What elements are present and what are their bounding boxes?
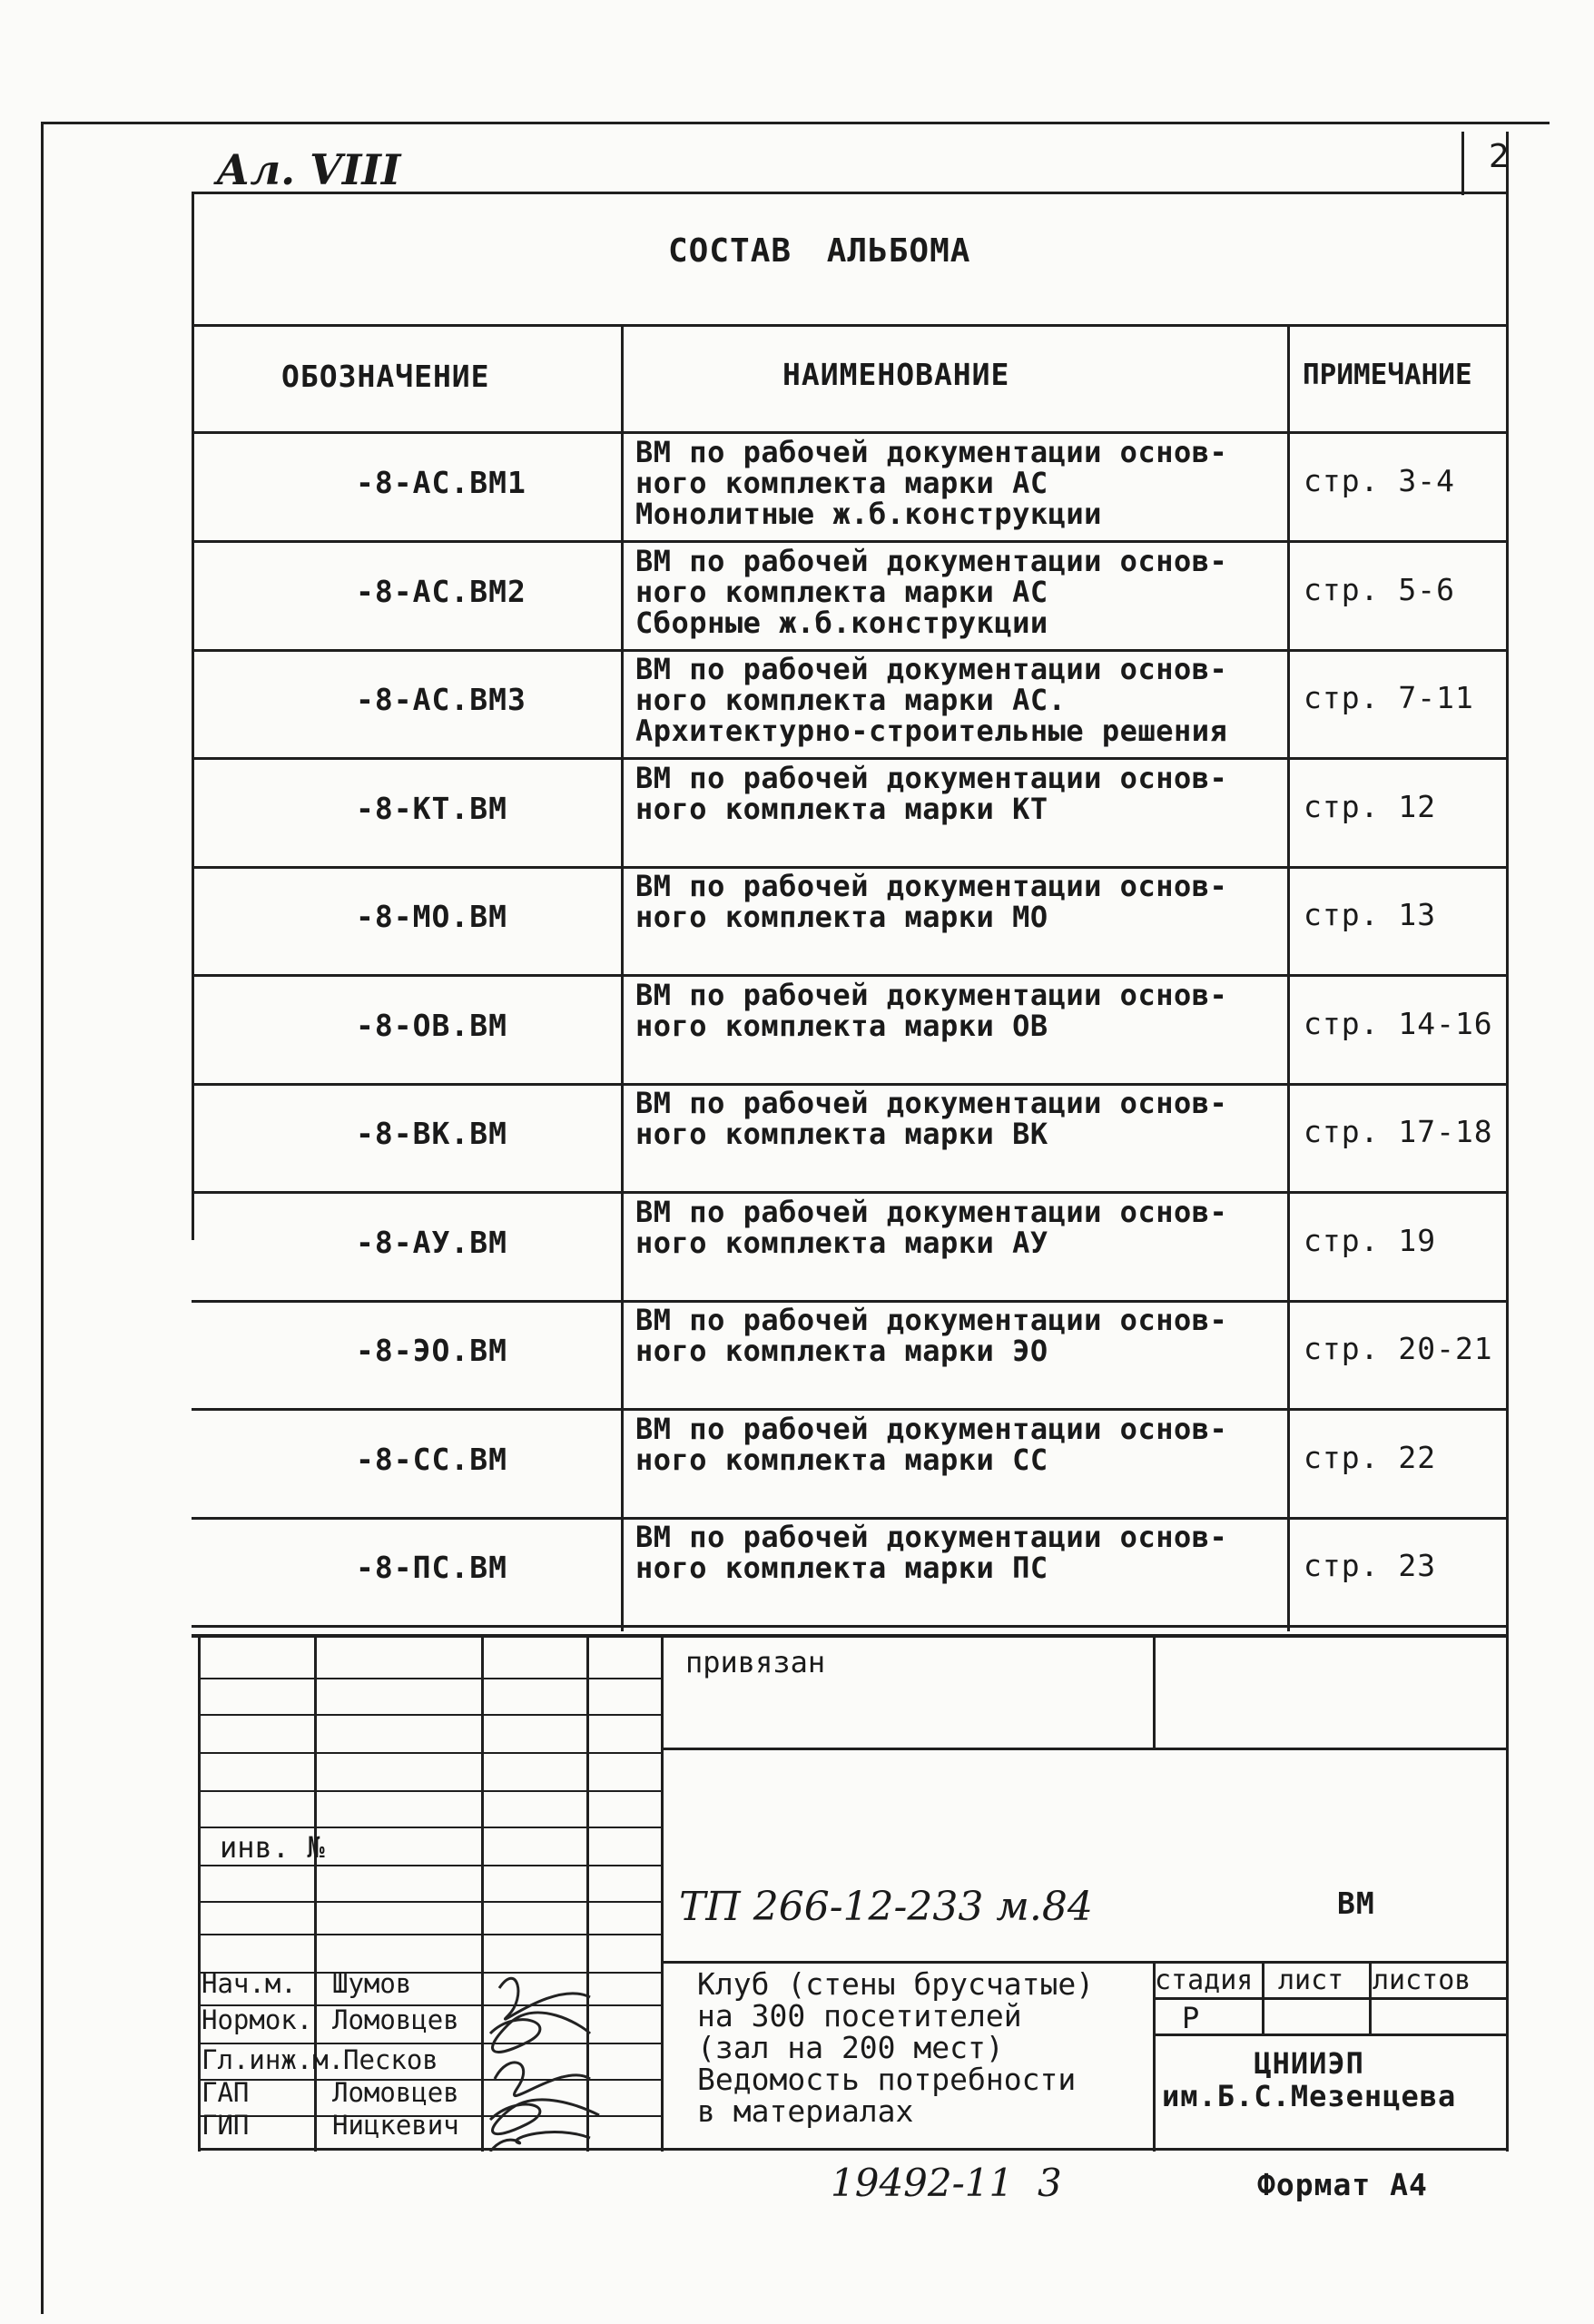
row-code: -8-ПС.ВМ [356,1550,507,1585]
row-note: стр. 3-4 [1304,463,1455,498]
row-note: стр. 7-11 [1304,680,1474,715]
table-row-separator [192,1625,1509,1628]
stamp-sheet-label: лист [1278,1965,1344,1996]
row-code: -8-АУ.ВМ [356,1225,507,1260]
stamp-left-border [198,1634,201,2152]
frame-top [41,122,1550,124]
stamp-grid-line [198,1678,663,1679]
stamp-title-bottom [661,1961,1509,1964]
row-name: ВМ по рабочей документации основ- ного комплекта марки АС Монолитные ж.б.конструкции [635,435,1228,531]
stamp-bottom [198,2148,1509,2151]
row-note: стр. 19 [1304,1223,1437,1258]
stamp-stage-div-2 [1369,1961,1372,2036]
footer-format: Формат А4 [1257,2167,1428,2202]
row-note: стр. 13 [1304,897,1437,932]
stamp-description: Клуб (стены брусчатые) на 300 посетителей (зал на 200 мест) Ведомость потребности в материалах [697,1966,1095,2129]
row-code: -8-АС.ВМ3 [356,682,526,717]
page-title: СОСТАВ АЛЬБОМА [668,232,971,270]
row-code: -8-АС.ВМ1 [356,465,526,500]
table-header-bottom [192,431,1509,434]
footer-inventory-number: 19492-11 3 [831,2161,1062,2205]
header-designation: ОБОЗНАЧЕНИЕ [281,359,490,394]
row-note: стр. 12 [1304,789,1437,824]
page-number: 2 [1489,138,1510,175]
table-col-divider-2 [1287,324,1290,1631]
row-code: -8-СС.ВМ [356,1442,507,1477]
stamp-privyazan-bottom [661,1748,1509,1750]
row-code: -8-ВК.ВМ [356,1116,507,1151]
stamp-privyazan-right [1153,1638,1156,1750]
row-name: ВМ по рабочей документации основ- ного комплекта марки ОВ [635,978,1228,1043]
header-name: НАИМЕНОВАНИЕ [782,357,1010,392]
table-row-separator [192,1191,1509,1194]
table-row-separator [192,1408,1509,1411]
stamp-stage-div-1 [1262,1961,1264,2036]
row-code: -8-КТ.ВМ [356,791,507,826]
row-note: стр. 5-6 [1304,572,1455,607]
stamp-grid-line [198,1901,663,1903]
row-note: стр. 23 [1304,1548,1437,1583]
signer-role: ГИП [202,2110,250,2141]
signer-role: ГАП [202,2077,250,2108]
stamp-grid-line [198,1827,663,1828]
signer-name: Ломовцев [332,2077,459,2108]
stamp-doc-code: ТП 266-12-233 м.84 [679,1884,1093,1930]
frame-left [41,122,44,2314]
stamp-stage-bottom [1153,1997,1509,2000]
row-name: ВМ по рабочей документации основ- ного комплекта марки АС Сборные ж.б.конструкции [635,544,1228,640]
stamp-stage-row-bottom [1153,2034,1509,2036]
stamp-top [192,1634,1509,1638]
stamp-grid-line [198,1934,663,1935]
stamp-grid-line [198,1790,663,1792]
table-col-divider-1 [621,324,624,1631]
signer-name: Ломовцев [332,2004,459,2035]
signer-name: Шумов [332,1968,412,1999]
row-note: стр. 14-16 [1304,1006,1493,1041]
row-name: ВМ по рабочей документации основ- ного комплекта марки КТ [635,761,1228,826]
stamp-doc-type: ВМ [1337,1886,1375,1921]
frame-inner-right [1506,132,1509,2152]
stamp-stage-value: Р [1182,2001,1200,2035]
row-note: стр. 17-18 [1304,1114,1493,1149]
row-code: -8-ЭО.ВМ [356,1333,507,1368]
row-note: стр. 22 [1304,1440,1437,1475]
table-row-separator [192,540,1509,543]
row-code: -8-ОВ.ВМ [356,1008,507,1043]
row-code: -8-МО.ВМ [356,899,507,934]
row-name: ВМ по рабочей документации основ- ного комплекта марки ВК [635,1086,1228,1151]
signer-role: Гл.инж.м. [202,2044,345,2075]
album-label: Ал. VIII [216,145,401,194]
row-name: ВМ по рабочей документации основ- ного комплекта марки ЭО [635,1303,1228,1368]
signature-strokes [454,1943,617,2152]
signer-name: Песков [343,2044,438,2075]
stamp-grid-line [198,1752,663,1754]
row-name: ВМ по рабочей документации основ- ного комплекта марки ПС [635,1520,1228,1585]
stamp-sheets-label: листов [1373,1965,1471,1996]
row-name: ВМ по рабочей документации основ- ного комплекта марки МО [635,869,1228,934]
signer-role: Нормок. [202,2004,313,2035]
stamp-organization: ЦНИИЭП им.Б.С.Мезенцева [1162,2046,1457,2113]
row-name: ВМ по рабочей документации основ- ного комплекта марки АУ [635,1195,1228,1260]
stamp-grid-line [198,1865,663,1866]
stamp-vline-d [661,1634,664,2152]
page-number-box-left [1461,132,1464,195]
table-row-separator [192,974,1509,977]
row-note: стр. 20-21 [1304,1331,1493,1366]
table-top [192,324,1509,327]
table-row-separator [192,757,1509,760]
stamp-privyazan: привязан [685,1645,826,1679]
stamp-stage-label: стадия [1155,1965,1254,1996]
stamp-inv: инв. № [220,1830,325,1865]
signer-role: Нач.м. [202,1968,297,1999]
header-note: ПРИМЕЧАНИЕ [1303,359,1472,391]
row-code: -8-АС.ВМ2 [356,574,526,609]
stamp-grid-line [198,1714,663,1716]
row-name: ВМ по рабочей документации основ- ного комплекта марки СС [635,1412,1228,1477]
signer-name: Ницкевич [332,2110,459,2141]
row-name: ВМ по рабочей документации основ- ного комплекта марки АС. Архитектурно-строительные решения [635,652,1228,748]
